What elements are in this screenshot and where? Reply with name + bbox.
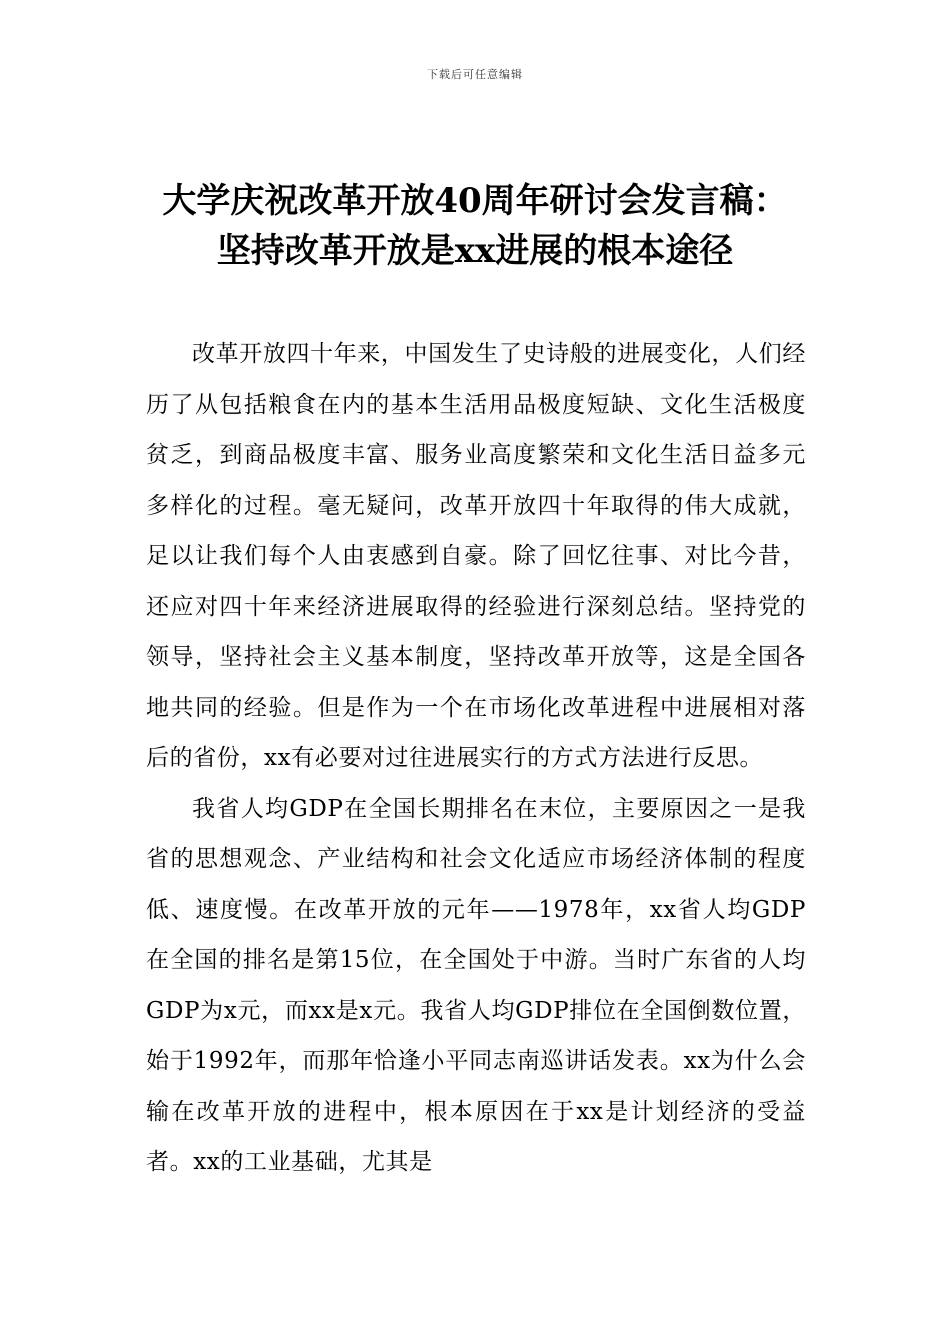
document-title: [100, 176, 850, 276]
document-body: [146, 329, 806, 1188]
page-header-note: 下载后可任意编辑: [427, 68, 523, 81]
title-line-1: 大学庆祝改革开放40周年研讨会发言稿：: [162, 181, 788, 221]
paragraph: 我省人均GDP在全国长期排名在末位，主要原因之一是我省的思想观念、产业结构和社会文化适应市场经济体制的程度低、速度慢。在改革开放的元年——1978年，xx省人均GDP在全国的排名是第15位，在全国处于中游。当时广东省的人均GDP为x元，而xx是x元。我省人均GDP排位在全国倒数位置，始于1992年，而那年恰逢小平同志南巡讲话发表。xx为什么会输在改革开放的进程中，根本原因在于xx是计划经济的受益者。xx的工业基础，尤其是: [146, 795, 806, 1175]
title-line-2: 坚持改革开放是xx进展的根本途径: [216, 231, 734, 271]
paragraph: 改革开放四十年来，中国发生了史诗般的进展变化，人们经历了从包括粮食在内的基本生活用品极度短缺、文化生活极度贫乏，到商品极度丰富、服务业高度繁荣和文化生活日益多元多样化的过程。毫无疑问，改革开放四十年取得的伟大成就，足以让我们每个人由衷感到自豪。除了回忆往事、对比今昔，还应对四十年来经济进展取得的经验进行深刻总结。坚持党的领导，坚持社会主义基本制度，坚持改革开放等，这是全国各地共同的经验。但是作为一个在市场化改革进程中进展相对落后的省份，xx有必要对过往进展实行的方式方法进行反思。: [146, 341, 806, 771]
